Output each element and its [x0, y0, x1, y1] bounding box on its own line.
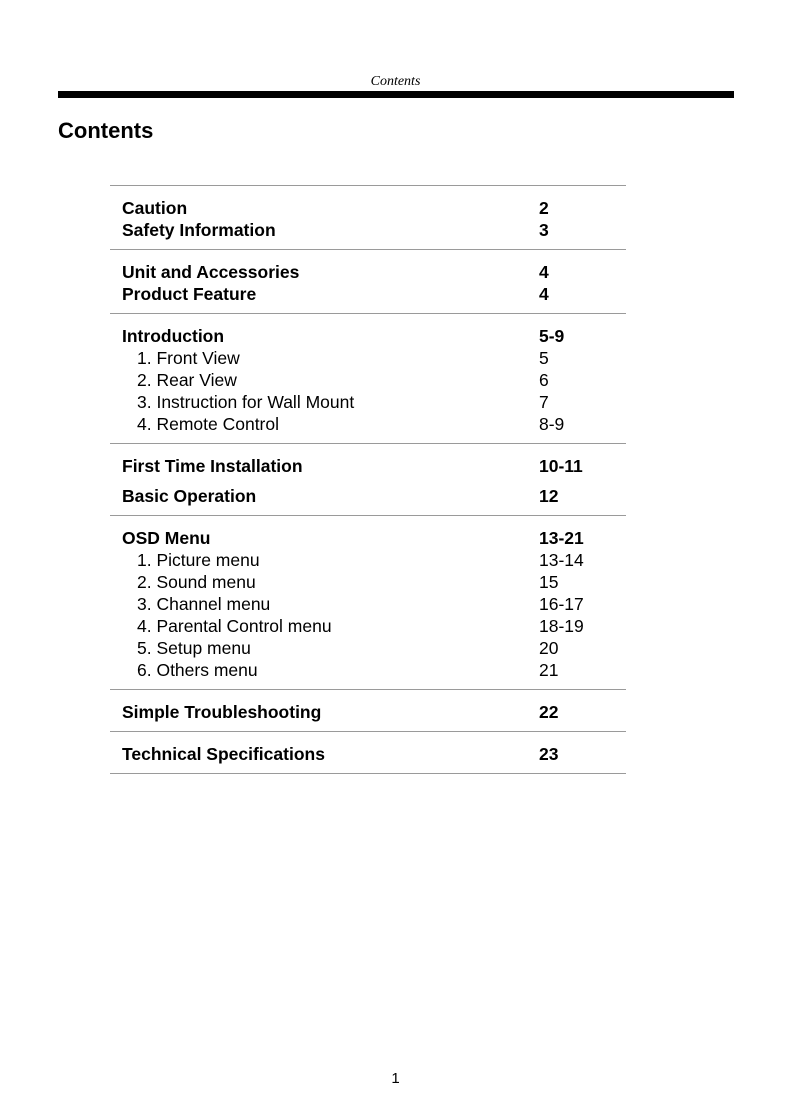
toc-entry-page: 22 — [539, 702, 559, 722]
running-header: Contents — [370, 74, 421, 89]
toc-entry-title: Technical Specifications — [122, 744, 325, 764]
toc-section — [110, 250, 626, 314]
toc-entry-page: 8-9 — [539, 414, 565, 434]
toc-section — [110, 444, 626, 516]
toc-entry-title: 2. Sound menu — [137, 572, 256, 592]
toc-entry-page: 23 — [539, 744, 559, 764]
toc-entry[interactable] — [110, 485, 626, 507]
toc-entry-title: 4. Parental Control menu — [137, 616, 332, 636]
toc-subentry[interactable] — [110, 571, 626, 593]
toc-subentry[interactable] — [110, 347, 626, 369]
toc-entry[interactable] — [110, 455, 626, 477]
toc-entry-title: 1. Picture menu — [137, 550, 260, 570]
toc-entry-title: Caution — [122, 198, 188, 218]
toc-subentry[interactable] — [110, 637, 626, 659]
toc-entry-page: 10-11 — [539, 456, 583, 476]
toc-entry-title: 6. Others menu — [137, 660, 258, 680]
toc-subentry[interactable] — [110, 593, 626, 615]
toc-entry-title: First Time Installation — [122, 456, 303, 476]
toc-entry[interactable] — [110, 283, 626, 305]
page-number: 1 — [391, 1070, 400, 1087]
toc-entry-page: 4 — [539, 284, 549, 304]
toc-entry-title: 3. Instruction for Wall Mount — [137, 392, 355, 412]
header-rule — [58, 91, 734, 98]
toc-subentry[interactable] — [110, 391, 626, 413]
page-title: Contents — [58, 118, 154, 143]
toc-entry-title: 4. Remote Control — [137, 414, 280, 434]
toc-entry-title: Simple Troubleshooting — [122, 702, 322, 722]
toc-entry[interactable] — [110, 527, 626, 549]
toc-subentry[interactable] — [110, 369, 626, 391]
toc-subentry[interactable] — [110, 615, 626, 637]
toc-entry-page: 12 — [539, 486, 559, 506]
toc-entry-page: 2 — [539, 198, 549, 218]
toc-entry-page: 13-14 — [539, 550, 584, 570]
toc-entry-title: Safety Information — [122, 220, 276, 240]
toc-entry-page: 16-17 — [539, 594, 584, 614]
toc-entry-title: 2. Rear View — [137, 370, 237, 390]
toc-entry[interactable] — [110, 743, 626, 765]
toc-section — [110, 186, 626, 250]
toc-entry[interactable] — [110, 197, 626, 219]
toc-entry-title: Introduction — [122, 326, 225, 346]
toc-entry-title: Product Feature — [122, 284, 257, 304]
toc-entry[interactable] — [110, 261, 626, 283]
toc-entry-page: 7 — [539, 392, 549, 412]
toc-section — [110, 732, 626, 774]
toc-entry-page: 15 — [539, 572, 559, 592]
table-of-contents — [110, 185, 626, 774]
toc-entry-title: 5. Setup menu — [137, 638, 251, 658]
toc-section — [110, 516, 626, 690]
toc-entry-page: 5 — [539, 348, 549, 368]
toc-subentry[interactable] — [110, 659, 626, 681]
toc-entry-page: 4 — [539, 262, 549, 282]
toc-entry-title: 3. Channel menu — [137, 594, 271, 614]
toc-entry-page: 13-21 — [539, 528, 584, 548]
toc-entry-page: 3 — [539, 220, 549, 240]
toc-entry-page: 6 — [539, 370, 549, 390]
toc-section — [110, 690, 626, 732]
toc-entry-page: 20 — [539, 638, 559, 658]
toc-entry[interactable] — [110, 325, 626, 347]
toc-entry-page: 21 — [539, 660, 559, 680]
toc-subentry[interactable] — [110, 413, 626, 435]
toc-entry-title: Unit and Accessories — [122, 262, 300, 282]
toc-entry-title: Basic Operation — [122, 486, 257, 506]
toc-entry-title: OSD Menu — [122, 528, 211, 548]
toc-subentry[interactable] — [110, 549, 626, 571]
toc-entry[interactable] — [110, 219, 626, 241]
toc-section — [110, 314, 626, 444]
toc-entry-page: 18-19 — [539, 616, 584, 636]
toc-entry-page: 5-9 — [539, 326, 565, 346]
toc-entry[interactable] — [110, 701, 626, 723]
toc-entry-title: 1. Front View — [137, 348, 240, 368]
